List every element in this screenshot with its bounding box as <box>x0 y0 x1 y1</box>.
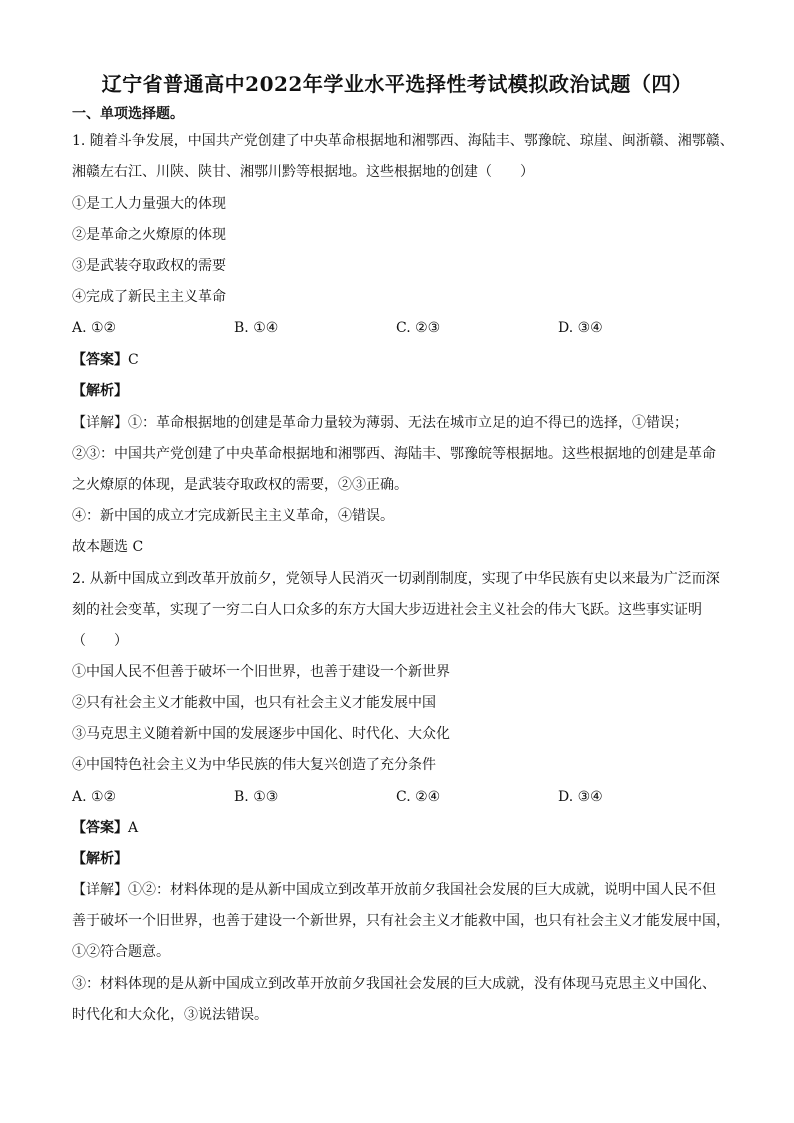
q1-analysis-line-2: ②③：中国共产党创建了中央革命根据地和湘鄂西、海陆丰、鄂豫皖等根据地。这些根据地的创建是革命 <box>72 446 716 462</box>
q2-option-b: B. ①③ <box>234 789 279 805</box>
q2-answer <box>72 818 138 838</box>
section-heading: 一、单项选择题。 <box>72 106 184 122</box>
q2-statement-4: ④中国特色社会主义为中华民族的伟大复兴创造了充分条件 <box>72 757 436 773</box>
q2-stem-line-2: 刻的社会变革，实现了一穷二白人口众多的东方大国大步迈进社会主义社会的伟大飞跃。这些事实证明 <box>72 602 702 618</box>
q2-analysis-line-4: ③：材料体现的是从新中国成立到改革开放前夕我国社会发展的巨大成就，没有体现马克思主义中国化、 <box>72 976 716 992</box>
q1-stem-line-2: 湘赣左右江、川陕、陕甘、湘鄂川黔等根据地。这些根据地的创建（ ） <box>72 164 534 180</box>
q1-analysis-line-1: 【详解】①：革命根据地的创建是革命力量较为薄弱、无法在城市立足的迫不得已的选择，①错误； <box>72 415 688 431</box>
q2-answer-label: 【答案】 <box>72 820 128 836</box>
q1-statement-4: ④完成了新民主主义革命 <box>72 289 226 305</box>
q2-answer-value: A <box>128 820 139 836</box>
q2-analysis-line-2: 善于破坏一个旧世界，也善于建设一个新世界，只有社会主义才能救中国，也只有社会主义才能发展中国， <box>72 913 730 929</box>
q2-option-d: D. ③④ <box>558 789 603 805</box>
q1-statement-2: ②是革命之火燎原的体现 <box>72 227 226 243</box>
q1-option-c: C. ②③ <box>396 320 441 336</box>
q2-stem-line-1: 2. 从新中国成立到改革开放前夕，党领导人民消灭一切剥削制度，实现了中华民族有史以来最为广泛而深 <box>72 571 720 587</box>
q1-analysis-label: 【解析】 <box>72 383 128 399</box>
q1-answer-label: 【答案】 <box>72 352 128 368</box>
q2-analysis-line-1: 【详解】①②：材料体现的是从新中国成立到改革开放前夕我国社会发展的巨大成就，说明中国人民不但 <box>72 882 716 898</box>
q1-conclusion: 故本题选 C <box>72 539 144 555</box>
q2-stem-line-3: （ ） <box>72 633 128 649</box>
q2-statement-2: ②只有社会主义才能救中国，也只有社会主义才能发展中国 <box>72 695 436 711</box>
q1-answer <box>72 350 139 370</box>
q1-answer-value: C <box>128 352 139 368</box>
q1-option-d: D. ③④ <box>558 320 603 336</box>
q1-statement-3: ③是武装夺取政权的需要 <box>72 258 226 274</box>
document-title: 辽宁省普通高中2022年学业水平选择性考试模拟政治试题（四） <box>101 72 693 96</box>
q2-option-c: C. ②④ <box>396 789 441 805</box>
q1-stem-line-1: 1. 随着斗争发展，中国共产党创建了中央革命根据地和湘鄂西、海陆丰、鄂豫皖、琼崖、闽浙赣、湘鄂赣、 <box>72 133 734 149</box>
q1-analysis-line-3: 之火燎原的体现，是武装夺取政权的需要，②③正确。 <box>72 477 408 493</box>
q1-option-a: A. ①② <box>72 320 117 336</box>
q2-analysis-line-3: ①②符合题意。 <box>72 944 170 960</box>
q2-option-a: A. ①② <box>72 789 117 805</box>
q1-statement-1: ①是工人力量强大的体现 <box>72 196 226 212</box>
q1-option-b: B. ①④ <box>234 320 279 336</box>
q1-analysis-line-4: ④：新中国的成立才完成新民主主义革命，④错误。 <box>72 508 394 524</box>
q2-analysis-label: 【解析】 <box>72 851 128 867</box>
q2-statement-1: ①中国人民不但善于破坏一个旧世界，也善于建设一个新世界 <box>72 664 450 680</box>
q2-statement-3: ③马克思主义随着新中国的发展逐步中国化、时代化、大众化 <box>72 726 450 742</box>
q2-analysis-line-5: 时代化和大众化，③说法错误。 <box>72 1007 268 1023</box>
